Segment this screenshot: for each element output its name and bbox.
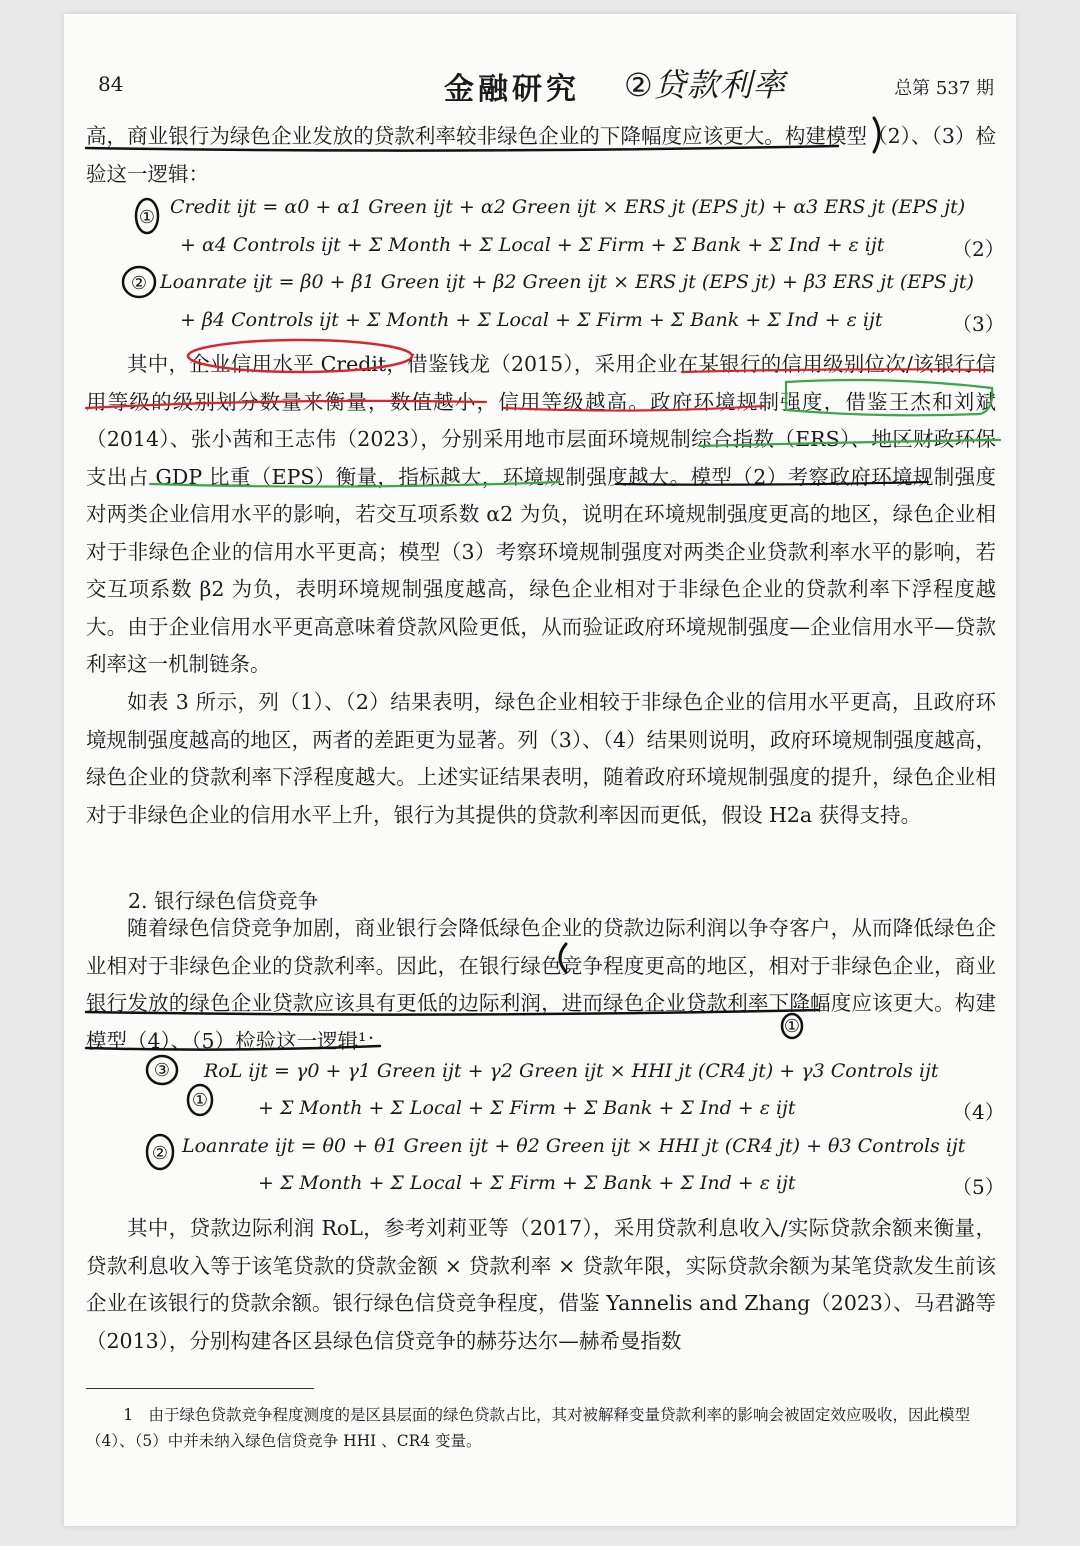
circle-1-margin-label: ①	[783, 1016, 801, 1037]
paper-page	[64, 14, 1016, 1526]
equation-3-number: （3）	[952, 312, 1005, 336]
paragraph-intro: 高，商业银行为绿色企业发放的贷款利率较非绿色企业的下降幅度应该更大。构建模型（2）、（3）检验这一逻辑：	[86, 124, 996, 186]
circle-2b-label: ②	[151, 1143, 169, 1164]
circle-2-label: ②	[130, 273, 148, 294]
equation-5-number: （5）	[952, 1175, 1005, 1199]
footnote-divider	[86, 1388, 314, 1389]
equation-2-line1: Credit ijt = α0 + α1 Green ijt + α2 Green ijt × ERS jt (EPS jt) + α3 ERS jt (EPS jt)	[170, 196, 966, 218]
circle-1b-label: ①	[191, 1090, 209, 1111]
page-number: 84	[98, 72, 124, 96]
paragraph-table3-results: 如表 3 所示，列（1）、（2）结果表明，绿色企业相较于非绿色企业的信用水平更高，且政府环境规制强度越高的地区，两者的差距更为显著。列（3）、（4）结果则说明，政府环境规制强度越高，绿色企业的贷款利率下浮程度越大。上述实证结果表明，随着政府环境规制强度的提升，绿色企业相对于非绿色企业的信用水平上升，银行为其提供的贷款利率因而更低，假设 H2a 获得支持。	[86, 690, 996, 827]
handwritten-header-note: ②贷款利率	[624, 66, 786, 104]
issue-number: 总第 537 期	[894, 78, 994, 99]
equation-2-line2: + α4 Controls ijt + Σ Month + Σ Local + Σ Firm + Σ Bank + Σ Ind + ε ijt	[180, 234, 885, 256]
equation-5-line1: Loanrate ijt = θ0 + θ1 Green ijt + θ2 Green ijt × HHI jt (CR4 jt) + θ3 Controls ijt	[182, 1135, 966, 1157]
equation-3-line1: Loanrate ijt = β0 + β1 Green ijt + β2 Green ijt × ERS jt (EPS jt) + β3 ERS jt (EPS jt)	[160, 271, 974, 293]
equation-4-line1: RoL ijt = γ0 + γ1 Green ijt + γ2 Green ijt × HHI jt (CR4 jt) + γ3 Controls ijt	[204, 1060, 939, 1082]
equation-5-line2: + Σ Month + Σ Local + Σ Firm + Σ Bank + Σ Ind + ε ijt	[258, 1172, 796, 1194]
equation-3-line2: + β4 Controls ijt + Σ Month + Σ Local + Σ Firm + Σ Bank + Σ Ind + ε ijt	[180, 309, 883, 331]
footnote-1: 1 由于绿色贷款竞争程度测度的是区县层面的绿色贷款占比，其对被解释变量贷款利率的影响会被固定效应吸收，因此模型（4）、（5）中并未纳入绿色信贷竞争 HHI 、CR4 变量。	[86, 1406, 971, 1450]
journal-title: 金融研究	[444, 72, 580, 107]
equation-2-number: （2）	[952, 237, 1005, 261]
equation-4-line2: + Σ Month + Σ Local + Σ Firm + Σ Bank + Σ Ind + ε ijt	[258, 1097, 796, 1119]
equation-4-number: （4）	[952, 1100, 1005, 1124]
section-title-green-credit-competition: 2. 银行绿色信贷竞争	[128, 889, 319, 913]
circle-3-label: ③	[153, 1060, 171, 1081]
circle-1-label: ①	[138, 207, 156, 228]
paragraph-rol-definition: 其中，贷款边际利润 RoL，参考刘莉亚等（2017），采用贷款利息收入/实际贷款余额来衡量，贷款利息收入等于该笔贷款的贷款金额 × 贷款利率 × 贷款年限，实际贷款余额为某笔贷款发生前该企业在该银行的贷款余额。银行绿色信贷竞争程度，借鉴 Yannelis and Zhang（2023）、马君潞等（2013），分别构建各区县绿色信贷竞争的赫芬达尔—赫希曼指数	[86, 1216, 996, 1353]
paragraph-competition: 随着绿色信贷竞争加剧，商业银行会降低绿色企业的贷款边际利润以争夺客户，从而降低绿色企业相对于非绿色企业的贷款利率。因此，在银行绿色竞争程度更高的地区，相对于非绿色企业，商业银行发放的绿色企业贷款应该具有更低的边际利润，进而绿色企业贷款利率下降幅度应该更大。构建模型（4）、（5）检验这一逻辑¹：	[86, 916, 996, 1053]
paragraph-credit-definition: 其中，企业信用水平 Credit，借鉴钱龙（2015），采用企业在某银行的信用级别位次/该银行信用等级的级别划分数量来衡量，数值越小，信用等级越高。政府环境规制强度，借鉴王杰和刘斌（2014）、张小茜和王志伟（2023），分别采用地市层面环境规制综合指数（ERS）、地区财政环保支出占 GDP 比重（EPS）衡量，指标越大，环境规制强度越大。模型（2）考察政府环境规制强度对两类企业信用水平的影响，若交互项系数 α2 为负，说明在环境规制强度更高的地区，绿色企业相对于非绿色企业的信用水平更高；模型（3）考察环境规制强度对两类企业贷款利率水平的影响，若交互项系数 β2 为负，表明环境规制强度越高，绿色企业相对于非绿色企业的贷款利率下浮程度越大。由于企业信用水平更高意味着贷款风险更低，从而验证政府环境规制强度—企业信用水平—贷款利率这一机制链条。	[86, 352, 996, 676]
